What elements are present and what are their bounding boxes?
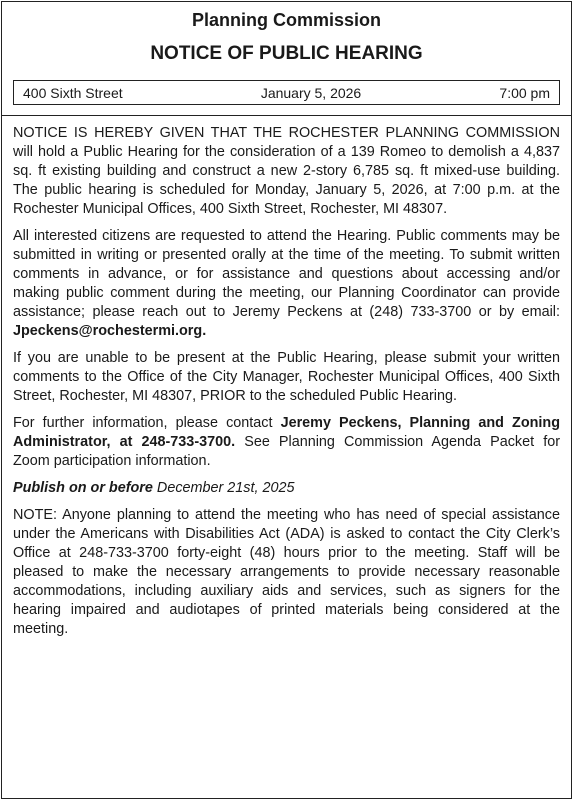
notice-heading: NOTICE OF PUBLIC HEARING — [150, 43, 423, 64]
absence-paragraph: If you are unable to be present at the Public Hearing, please submit your written comments to the Office of the City Manager, Rochester Municipal Offices, 400 Sixth Street, Rochester, MI 48307, PRIOR to the scheduled Public Hearing. — [13, 350, 560, 404]
ada-note-paragraph: NOTE: Anyone planning to attend the meeting who has need of special assistance under the Americans with Disabilities Act (ADA) is asked to contact the City Clerk’s Office at 248-733-3700 forty-eight (48) hours prior to the meeting. Staff will be pleased to make the necessary arrangements to provide necessary reasonable accommodations, including auxiliary aids and services, such as signers for the hearing impaired and audiotapes of printed materials being considered at the meeting. — [13, 507, 560, 637]
hearing-address: 400 Sixth Street — [23, 84, 123, 101]
page-title: Planning Commission — [191, 10, 382, 30]
comments-text: All interested citizens are requested to attend the Hearing. Public comments may be submitted in writing or presented orally at the time of the meeting. To submit written comments in advance, or for assistance and questions about accessing and/or making public comment during the meeting, our Planning Coordinator can provide assistance; please reach out to Jeremy Peckens at (248) 733-3700 or by email: — [13, 228, 560, 320]
hearing-date: January 5, 2026 — [260, 84, 362, 101]
comments-paragraph — [13, 227, 560, 341]
contact-paragraph — [13, 414, 560, 471]
section-divider — [2, 115, 571, 116]
publish-label: Publish on or before — [13, 480, 153, 496]
publish-line — [13, 479, 560, 498]
notice-page — [1, 1, 572, 799]
contact-post-text: See Planning Commission Agenda Packet for Zoom participation information. — [13, 434, 560, 469]
contact-name: Jeremy Peckens, Planning and Zoning Administrator, at 248-733-3700. — [13, 415, 560, 450]
hearing-info-bar — [13, 80, 560, 105]
notice-paragraph: NOTICE IS HEREBY GIVEN THAT THE ROCHESTER PLANNING COMMISSION will hold a Public Hearing for the consideration of a 139 Romeo to demolish a 4,837 sq. ft existing building and construct a new 2-story 6,785 sq. ft mixed-use building. The public hearing is scheduled for Monday, January 5, 2026, at 7:00 p.m. at the Rochester Municipal Offices, 400 Sixth Street, Rochester, MI 48307. — [13, 125, 560, 217]
contact-email-link[interactable]: Jpeckens@rochestermi.org. — [13, 323, 207, 339]
hearing-time: 7:00 pm — [499, 84, 550, 101]
publish-date: December 21st, 2025 — [156, 480, 295, 496]
contact-pre-text: For further information, please contact — [13, 415, 273, 431]
